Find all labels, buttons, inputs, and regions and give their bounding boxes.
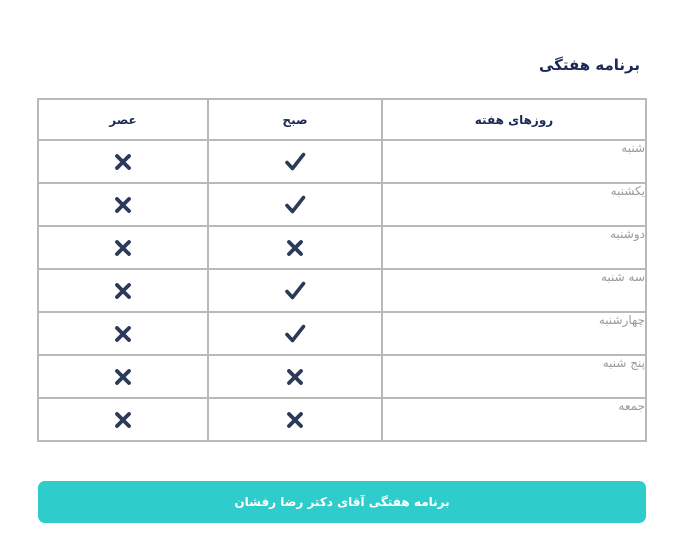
table-row	[38, 355, 646, 398]
day-name: سه شنبه	[382, 269, 646, 312]
check-icon	[284, 151, 306, 173]
table-row	[38, 312, 646, 355]
close-icon	[112, 151, 134, 173]
close-icon	[284, 237, 306, 259]
close-icon	[284, 366, 306, 388]
day-name: یکشنبه	[382, 183, 646, 226]
header-days: روزهای هفته	[382, 99, 646, 140]
close-icon	[112, 366, 134, 388]
day-name: پنج شنبه	[382, 355, 646, 398]
table-row	[38, 140, 646, 183]
close-icon	[112, 194, 134, 216]
header-evening: عصر	[38, 99, 208, 140]
close-icon	[112, 280, 134, 302]
table-header-row	[38, 99, 646, 140]
day-name: شنبه	[382, 140, 646, 183]
doctor-schedule-button[interactable]: برنامه هفتگی آقای دکتر رضا رفشان	[38, 481, 646, 523]
header-morning: صبح	[208, 99, 382, 140]
close-icon	[112, 409, 134, 431]
day-name: چهارشنبه	[382, 312, 646, 355]
table-row	[38, 398, 646, 441]
table-row	[38, 269, 646, 312]
check-icon	[284, 194, 306, 216]
check-icon	[284, 323, 306, 345]
check-icon	[284, 280, 306, 302]
day-name: جمعه	[382, 398, 646, 441]
table-row	[38, 183, 646, 226]
close-icon	[112, 323, 134, 345]
close-icon	[112, 237, 134, 259]
day-name: دوشنبه	[382, 226, 646, 269]
close-icon	[284, 409, 306, 431]
page-title: برنامه هفتگی	[538, 56, 640, 74]
weekly-schedule-table	[37, 98, 647, 442]
table-row	[38, 226, 646, 269]
